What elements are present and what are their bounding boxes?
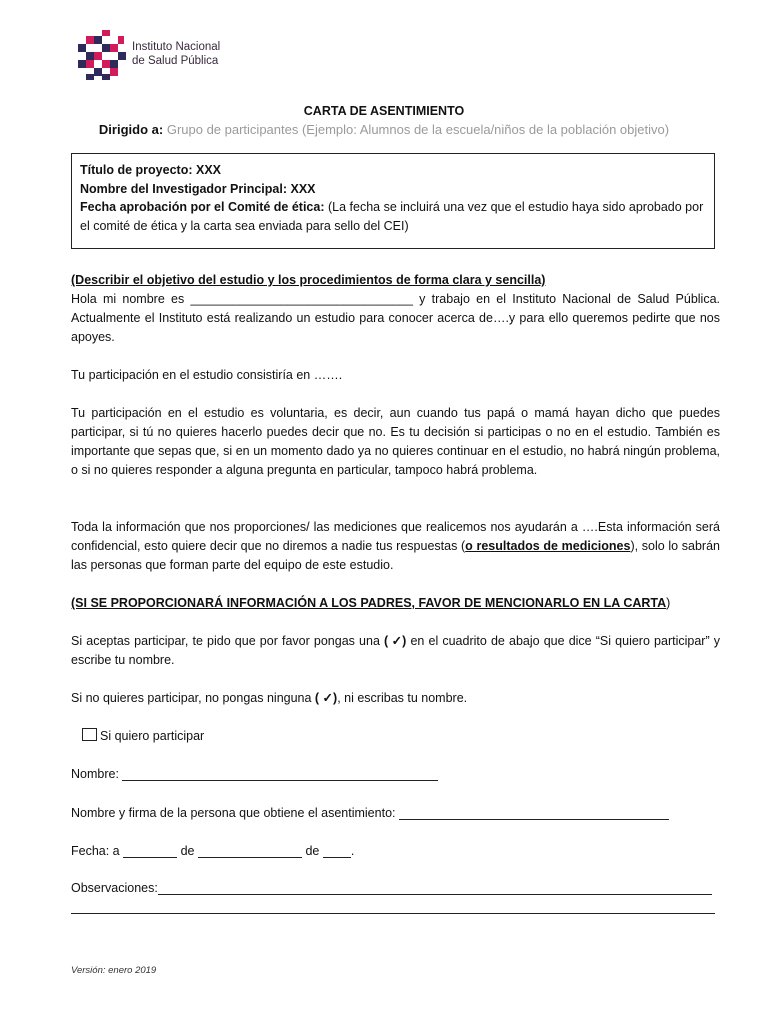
objective-section	[71, 271, 720, 347]
information-paragraph	[71, 518, 720, 575]
parents-heading-close: )	[666, 596, 671, 610]
directed-to-label: Dirigido a:	[98, 122, 164, 137]
version-footer: Versión: enero 2019	[71, 965, 157, 976]
institute-logo	[78, 30, 238, 82]
check-mark-icon: ( ✓)	[384, 634, 407, 648]
decline-text-1: Si no quieres participar, no pongas ninguna	[71, 691, 315, 705]
name-field[interactable]	[122, 767, 438, 781]
intro-paragraph	[71, 290, 720, 347]
participation-paragraph: Tu participación en el estudio consistiría en …….	[71, 368, 343, 382]
accept-text-1: Si aceptas participar, te pido que por favor pongas una	[71, 634, 385, 648]
info-text-1: Toda la información que nos proporciones/ las mediciones que realicemos nos ayudarán a ….Esta información será confidencial, esto quiere decir que no diremos a nadie tus respuestas (	[71, 520, 720, 553]
parents-heading-row	[71, 594, 720, 613]
accept-paragraph	[71, 632, 720, 670]
date-day-field[interactable]	[123, 844, 177, 858]
approval-date-label: Fecha aprobación por el Comité de ética:	[80, 200, 325, 214]
consent-checkbox-row	[82, 727, 731, 746]
logo-text	[132, 40, 220, 68]
institute-logo-icon	[78, 30, 128, 82]
parents-heading: (SI SE PROPORCIONARÁ INFORMACIÓN A LOS PADRES, FAVOR DE MENCIONARLO EN LA CARTA	[71, 596, 667, 610]
date-field-row	[71, 842, 720, 861]
date-de-2: de	[301, 844, 323, 858]
obtainer-field-row	[71, 804, 720, 823]
consent-checkbox[interactable]	[82, 728, 97, 741]
principal-investigator-value: XXX	[290, 181, 316, 196]
principal-investigator-row	[80, 180, 706, 199]
logo-line-1: Instituto Nacional	[132, 41, 221, 53]
intro-text-1: Hola mi nombre es	[71, 292, 191, 306]
check-mark-icon-2: ( ✓)	[314, 691, 338, 705]
consent-checkbox-label: Si quiero participar	[100, 729, 205, 743]
decline-text-2: , ni escribas tu nombre.	[337, 691, 468, 705]
directed-to-value: Grupo de participantes (Ejemplo: Alumnos de la escuela/niños de la población objetivo)	[166, 122, 670, 137]
date-month-field[interactable]	[198, 844, 302, 858]
observations-row	[71, 879, 720, 898]
intro-name-blank[interactable]: ________________________________	[190, 292, 413, 306]
document-title: CARTA DE ASENTIMIENTO	[303, 104, 465, 118]
project-title-label: Título de proyecto:	[80, 163, 193, 177]
accept-text-2: en el cuadrito de abajo que dice “Si quiero participar” y escribe tu nombre.	[71, 634, 720, 667]
principal-investigator-label: Nombre del Investigador Principal:	[80, 181, 287, 196]
approval-date-row	[80, 198, 706, 235]
project-title-value: XXX	[195, 163, 221, 177]
name-field-row	[71, 765, 720, 784]
info-bold-text: o resultados de mediciones	[465, 539, 631, 553]
logo-line-2: de Salud Pública	[132, 55, 219, 67]
project-info-box	[71, 153, 715, 249]
intro-text-2: y trabajo en el Instituto Nacional de Salud Pública. Actualmente el Instituto está realizando un estudio para conocer acerca de….y para ello queremos pedirte que nos apoyes.	[71, 292, 720, 344]
obtainer-field[interactable]	[399, 806, 669, 820]
date-end: .	[350, 844, 355, 858]
observations-field[interactable]	[158, 881, 712, 895]
date-label: Fecha: a	[71, 844, 124, 858]
observations-label: Observaciones:	[71, 881, 158, 895]
observations-field-2[interactable]	[71, 900, 715, 914]
project-title-row	[80, 161, 706, 180]
date-de-1: de	[177, 844, 198, 858]
observations-line-2	[71, 898, 720, 917]
decline-paragraph	[71, 689, 720, 708]
voluntary-paragraph: Tu participación en el estudio es voluntaria, es decir, aun cuando tus papá o mamá hayan dicho que puedes participar, si tú no quieres hacerlo puedes decir que no. Es tu decisión si participas o no en el estudio. También es importante que sepas que, si en un momento dado ya no quieres continuar en el estudio, no habrá ningún problema, o si no quieres responder a alguna pregunta en particular, tampoco habrá problema.	[71, 406, 720, 477]
obtainer-label: Nombre y firma de la persona que obtiene el asentimiento:	[71, 806, 399, 820]
approval-date-value: (La fecha se incluirá una vez que el estudio haya sido aprobado por el comité de ética y la carta sea enviada para sello del CEI)	[80, 200, 704, 233]
objective-heading: (Describir el objetivo del estudio y los procedimientos de forma clara y sencilla)	[71, 273, 546, 287]
name-label: Nombre:	[71, 767, 123, 781]
info-text-2: ), solo lo sabrán las personas que forman parte del equipo de este estudio.	[71, 539, 720, 572]
date-year-field[interactable]	[323, 844, 351, 858]
directed-to	[0, 122, 768, 137]
